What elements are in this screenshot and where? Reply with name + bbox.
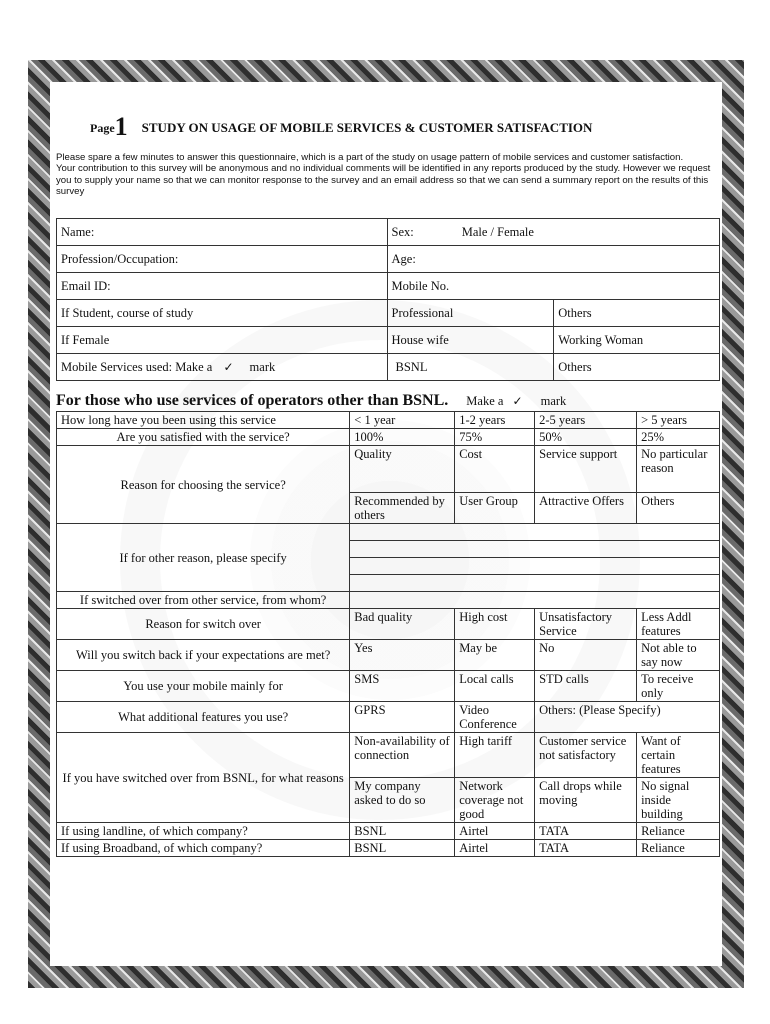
option-cell[interactable]: High cost <box>455 609 535 640</box>
option-cell[interactable]: Less Addl features <box>637 609 720 640</box>
bsnl-text: BSNL <box>395 360 428 374</box>
question-cell: Will you switch back if your expectations are met? <box>57 640 350 671</box>
table-row <box>57 592 720 609</box>
option-cell[interactable]: Call drops while moving <box>535 778 637 823</box>
email-field[interactable]: Email ID: <box>57 273 388 300</box>
section-title: For those who use services of operators other than BSNL. <box>56 392 449 409</box>
option-cell[interactable]: Local calls <box>455 671 535 702</box>
option-cell[interactable]: 25% <box>637 429 720 446</box>
services-used-label <box>57 354 388 381</box>
table-row <box>57 733 720 778</box>
intro-line-1: Please spare a few minutes to answer this questionnaire, which is a part of the study on usage pattern of mobile services and customer satisfaction. <box>56 152 684 163</box>
intro-text <box>56 152 716 198</box>
question-cell: If you have switched over from BSNL, for what reasons <box>57 733 350 823</box>
make-a-text: Make a <box>466 394 504 408</box>
option-cell[interactable]: TATA <box>535 823 637 840</box>
check-mark-icon: ✓ <box>223 360 234 374</box>
page-number: 1 <box>114 112 128 141</box>
question-cell: If using Broadband, of which company? <box>57 840 350 857</box>
option-cell[interactable]: No signal inside building <box>637 778 720 823</box>
check-mark-icon: ✓ <box>512 394 523 408</box>
option-cell[interactable]: To receive only <box>637 671 720 702</box>
question-cell: Reason for switch over <box>57 609 350 640</box>
sex-label: Sex: <box>391 225 414 239</box>
option-cell[interactable]: My company asked to do so <box>350 778 455 823</box>
option-cell[interactable]: Others <box>637 493 720 524</box>
option-cell[interactable]: Network coverage not good <box>455 778 535 823</box>
others-option[interactable]: Others <box>554 300 720 327</box>
question-cell: You use your mobile mainly for <box>57 671 350 702</box>
option-cell[interactable]: Not able to say now <box>637 640 720 671</box>
option-cell[interactable]: < 1 year <box>350 412 455 429</box>
option-cell[interactable]: Want of certain features <box>637 733 720 778</box>
option-cell[interactable]: Yes <box>350 640 455 671</box>
table-row <box>57 671 720 702</box>
services-used-text: Mobile Services used: Make a <box>61 360 213 374</box>
answer-line[interactable] <box>350 524 720 541</box>
option-cell[interactable]: Quality <box>350 446 455 493</box>
option-cell[interactable]: 100% <box>350 429 455 446</box>
table-row <box>57 412 720 429</box>
option-cell[interactable]: > 5 years <box>637 412 720 429</box>
option-cell[interactable]: May be <box>455 640 535 671</box>
female-field: If Female <box>57 327 388 354</box>
survey-title: STUDY ON USAGE OF MOBILE SERVICES & CUSTOMER SATISFACTION <box>141 120 593 135</box>
table-row <box>57 640 720 671</box>
survey-table <box>56 411 720 857</box>
table-row <box>57 429 720 446</box>
question-cell: How long have you been using this service <box>57 412 350 429</box>
option-cell[interactable]: 1-2 years <box>455 412 535 429</box>
option-cell[interactable]: User Group <box>455 493 535 524</box>
profession-field[interactable]: Profession/Occupation: <box>57 246 388 273</box>
option-cell[interactable]: Reliance <box>637 840 720 857</box>
bsnl-option[interactable] <box>387 354 554 381</box>
option-cell[interactable]: BSNL <box>350 823 455 840</box>
table-row <box>57 702 720 733</box>
option-cell[interactable]: 75% <box>455 429 535 446</box>
working-woman-option[interactable]: Working Woman <box>554 327 720 354</box>
name-field[interactable]: Name: <box>57 219 388 246</box>
intro-line-2: Your contribution to this survey will be anonymous and no individual comments will be identified in any reports produced by the study. However we request you to supply your name so that we can monitor response to the survey and an email address so that we can send a summary report on the results of this survey <box>56 163 711 198</box>
option-cell[interactable]: GPRS <box>350 702 455 733</box>
option-cell[interactable]: Attractive Offers <box>535 493 637 524</box>
sex-field[interactable] <box>387 219 720 246</box>
option-cell[interactable]: Airtel <box>455 840 535 857</box>
personal-details-table <box>56 218 720 381</box>
mobile-field[interactable]: Mobile No. <box>387 273 720 300</box>
section-mark-hint <box>466 394 566 408</box>
others-services-option[interactable]: Others <box>554 354 720 381</box>
housewife-option[interactable]: House wife <box>387 327 554 354</box>
table-row <box>57 823 720 840</box>
page-title <box>90 112 592 142</box>
table-row <box>57 840 720 857</box>
option-cell[interactable]: High tariff <box>455 733 535 778</box>
option-cell[interactable]: SMS <box>350 671 455 702</box>
question-cell: If switched over from other service, from whom? <box>57 592 350 609</box>
table-row <box>57 609 720 640</box>
option-cell[interactable]: Video Conference <box>455 702 535 733</box>
option-cell[interactable]: Reliance <box>637 823 720 840</box>
option-cell[interactable]: Unsatisfactory Service <box>535 609 637 640</box>
question-cell: What additional features you use? <box>57 702 350 733</box>
mark-text: mark <box>540 394 567 408</box>
answer-line[interactable] <box>350 558 720 575</box>
option-cell[interactable]: No <box>535 640 637 671</box>
option-cell[interactable]: STD calls <box>535 671 637 702</box>
option-cell[interactable]: Recommended by others <box>350 493 455 524</box>
professional-option[interactable]: Professional <box>387 300 554 327</box>
question-cell: If using landline, of which company? <box>57 823 350 840</box>
option-cell[interactable]: Customer service not satisfactory <box>535 733 637 778</box>
question-cell: If for other reason, please specify <box>57 524 350 592</box>
answer-cell[interactable] <box>350 592 720 609</box>
option-cell[interactable]: Cost <box>455 446 535 493</box>
option-cell[interactable]: BSNL <box>350 840 455 857</box>
student-field[interactable]: If Student, course of study <box>57 300 388 327</box>
option-cell[interactable]: Others: (Please Specify) <box>535 702 720 733</box>
option-cell[interactable]: TATA <box>535 840 637 857</box>
section-heading <box>56 392 566 410</box>
question-cell: Reason for choosing the service? <box>57 446 350 524</box>
sex-options[interactable]: Male / Female <box>461 225 534 239</box>
option-cell[interactable]: No particular reason <box>637 446 720 493</box>
table-row <box>57 524 720 541</box>
option-cell[interactable]: Bad quality <box>350 609 455 640</box>
answer-line[interactable] <box>350 575 720 592</box>
age-field[interactable]: Age: <box>387 246 720 273</box>
option-cell[interactable]: 2-5 years <box>535 412 637 429</box>
page-label: Page <box>90 121 115 135</box>
option-cell[interactable]: 50% <box>535 429 637 446</box>
option-cell[interactable]: Service support <box>535 446 637 493</box>
option-cell[interactable]: Airtel <box>455 823 535 840</box>
answer-line[interactable] <box>350 541 720 558</box>
table-row <box>57 446 720 493</box>
option-cell[interactable]: Non-availability of connection <box>350 733 455 778</box>
mark-text: mark <box>249 360 276 374</box>
question-cell: Are you satisfied with the service? <box>57 429 350 446</box>
